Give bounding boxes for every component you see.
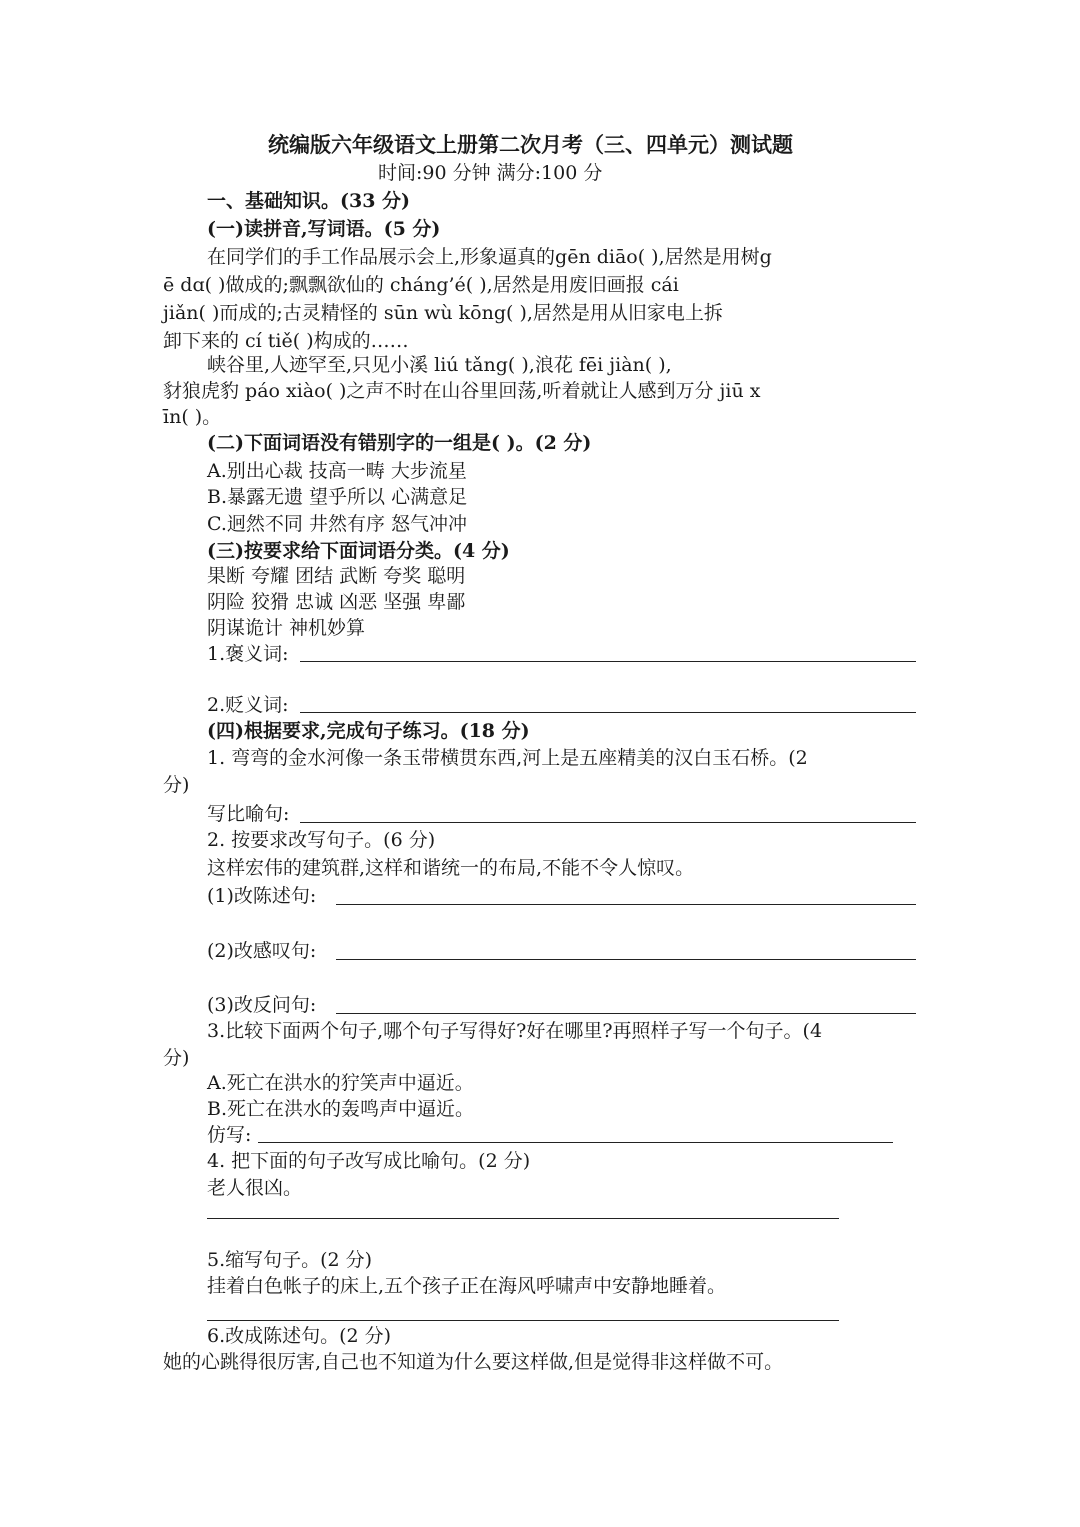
q2-heading: 2. 按要求改写句子。(6 分)	[207, 829, 436, 851]
part1-line: 豺狼虎豹 páo xiào( )之声不时在山谷里回荡,听着就让人感到万分 jiū x	[163, 380, 761, 402]
exclamatory-answer-line[interactable]	[336, 959, 916, 960]
q3-sentence-b: B.死亡在洪水的轰鸣声中逼近。	[207, 1098, 475, 1120]
q2-sentence: 这样宏伟的建筑群,这样和谐统一的布局,不能不令人惊叹。	[207, 857, 695, 879]
part1-line: īn( )。	[163, 406, 222, 428]
negative-words-label: 2.贬义词:	[207, 694, 289, 716]
q5-sentence: 挂着白色帐子的床上,五个孩子正在海风呼啸声中安静地睡着。	[207, 1275, 727, 1297]
declarative-answer-line[interactable]	[336, 904, 916, 905]
option-b: B.暴露无遗 望乎所以 心满意足	[207, 486, 468, 508]
q6-sentence: 她的心跳得很厉害,自己也不知道为什么要这样做,但是觉得非这样做不可。	[163, 1351, 784, 1373]
part1-line: ē dɑ( )做成的;飘飘欲仙的 cháng’é( ),居然是用废旧画报 cái	[163, 274, 679, 296]
q3-text: 3.比较下面两个句子,哪个句子写得好?好在哪里?再照样子写一个句子。(4	[207, 1020, 823, 1042]
negative-words-answer-line[interactable]	[300, 712, 916, 713]
imitation-label: 仿写:	[207, 1124, 252, 1146]
q1-text: 1. 弯弯的金水河像一条玉带横贯东西,河上是五座精美的汉白玉石桥。(2	[207, 747, 808, 769]
part1-line: 卸下来的 cí tiě( )构成的……	[163, 330, 409, 352]
q5-answer-line[interactable]	[207, 1320, 839, 1321]
q1-text-cont: 分)	[163, 774, 190, 796]
q6-heading: 6.改成陈述句。(2 分)	[207, 1325, 392, 1347]
q4-heading: 4. 把下面的句子改写成比喻句。(2 分)	[207, 1150, 531, 1172]
part3-heading: (三)按要求给下面词语分类。(4 分)	[207, 540, 510, 562]
option-c: C.迥然不同 井然有序 怒气冲冲	[207, 513, 467, 535]
q4-sentence: 老人很凶。	[207, 1177, 303, 1199]
word-row: 阴谋诡计 神机妙算	[207, 617, 366, 639]
positive-words-label: 1.褒义词:	[207, 643, 289, 665]
simile-label: 写比喻句:	[207, 803, 290, 825]
q3-sentence-a: A.死亡在洪水的狞笑声中逼近。	[207, 1072, 474, 1094]
part2-heading: (二)下面词语没有错别字的一组是( )。(2 分)	[207, 432, 592, 454]
option-a: A.别出心裁 技高一畴 大步流星	[207, 460, 467, 482]
part4-heading: (四)根据要求,完成句子练习。(18 分)	[207, 720, 530, 742]
exclamatory-label: (2)改感叹句:	[207, 940, 317, 962]
word-row: 果断 夸耀 团结 武断 夸奖 聪明	[207, 565, 466, 587]
exam-title: 统编版六年级语文上册第二次月考（三、四单元）测试题	[268, 132, 793, 157]
rhetorical-label: (3)改反问句:	[207, 994, 317, 1016]
imitation-answer-line[interactable]	[258, 1142, 893, 1143]
q4-answer-line[interactable]	[207, 1218, 839, 1219]
section-heading: 一、基础知识。(33 分)	[207, 190, 411, 212]
simile-answer-line[interactable]	[300, 822, 916, 823]
q3-text-cont: 分)	[163, 1047, 190, 1069]
declarative-label: (1)改陈述句:	[207, 885, 317, 907]
rhetorical-answer-line[interactable]	[336, 1013, 916, 1014]
positive-words-answer-line[interactable]	[300, 661, 916, 662]
exam-subtitle: 时间:90 分钟 满分:100 分	[378, 162, 603, 184]
part1-line: 在同学们的手工作品展示会上,形象逼真的gēn diāo( ),居然是用树g	[207, 246, 772, 268]
q5-heading: 5.缩写句子。(2 分)	[207, 1249, 373, 1271]
part1-heading: (一)读拼音,写词语。(5 分)	[207, 218, 441, 240]
part1-line: 峡谷里,人迹罕至,只见小溪 liú tǎng( ),浪花 fēi jiàn( ),	[207, 354, 672, 376]
part1-line: jiǎn( )而成的;古灵精怪的 sūn wù kōng( ),居然是用从旧家电上拆	[163, 302, 723, 324]
word-row: 阴险 狡猾 忠诚 凶恶 坚强 卑鄙	[207, 591, 466, 613]
